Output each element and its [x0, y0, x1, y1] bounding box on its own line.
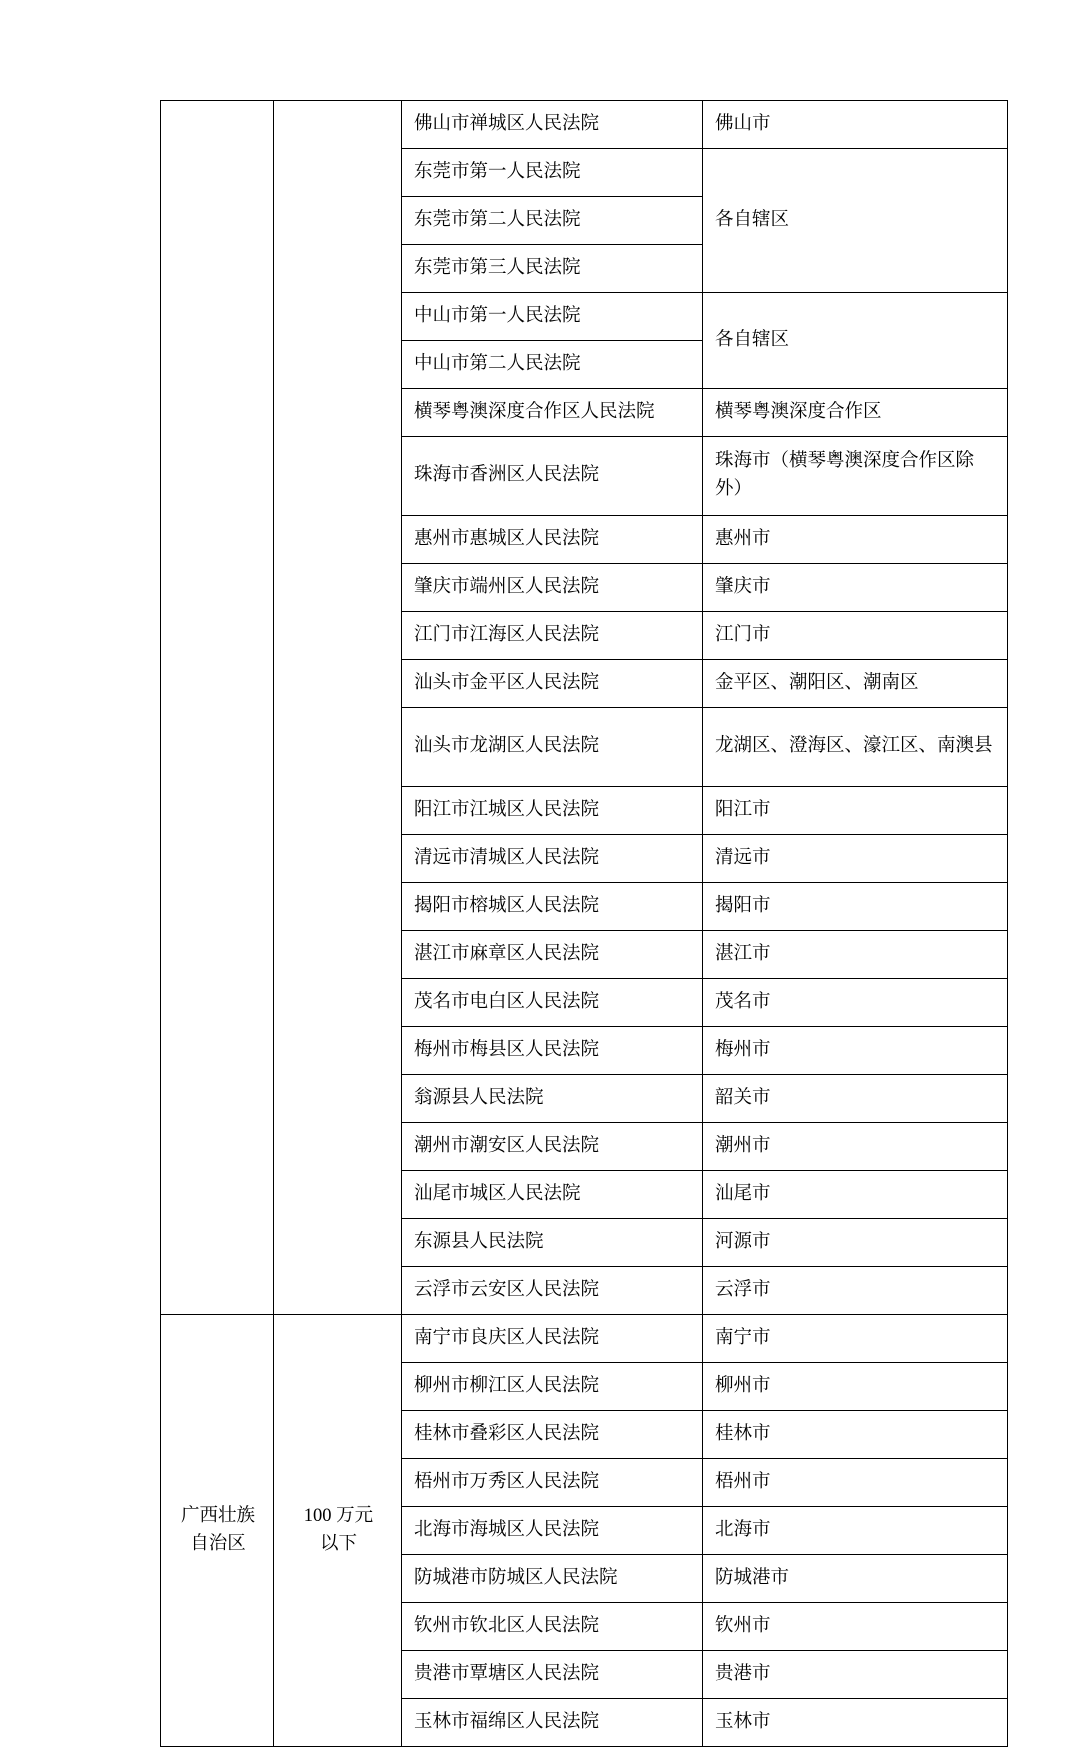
- court-cell: 桂林市叠彩区人民法院: [402, 1411, 703, 1459]
- jurisdiction-cell: 湛江市: [703, 931, 1008, 979]
- court-cell: 梧州市万秀区人民法院: [402, 1459, 703, 1507]
- table-row: [161, 101, 1008, 149]
- amount-label-line2: 以下: [319, 1533, 357, 1554]
- court-cell: 钦州市钦北区人民法院: [402, 1603, 703, 1651]
- jurisdiction-cell: 龙湖区、澄海区、濠江区、南澳县: [703, 708, 1008, 787]
- court-cell: 佛山市禅城区人民法院: [402, 101, 703, 149]
- region-label-line1: 广西壮族: [180, 1505, 255, 1526]
- amount-cell-continued: [274, 101, 402, 1315]
- amount-cell: [274, 1315, 402, 1747]
- court-cell: 中山市第二人民法院: [402, 341, 703, 389]
- amount-label-line1: 100 万元: [303, 1505, 374, 1526]
- table-row: [161, 1315, 1008, 1363]
- court-cell: 横琴粤澳深度合作区人民法院: [402, 389, 703, 437]
- jurisdiction-cell: 阳江市: [703, 787, 1008, 835]
- jurisdiction-cell: 梅州市: [703, 1027, 1008, 1075]
- court-cell: 东源县人民法院: [402, 1219, 703, 1267]
- court-cell: 贵港市覃塘区人民法院: [402, 1651, 703, 1699]
- region-label-line2: 自治区: [190, 1533, 246, 1554]
- court-cell: 惠州市惠城区人民法院: [402, 516, 703, 564]
- court-jurisdiction-table: [160, 100, 1008, 1747]
- jurisdiction-cell: 各自辖区: [703, 149, 1008, 293]
- jurisdiction-cell: 河源市: [703, 1219, 1008, 1267]
- court-cell: 阳江市江城区人民法院: [402, 787, 703, 835]
- jurisdiction-cell: 揭阳市: [703, 883, 1008, 931]
- jurisdiction-cell: 柳州市: [703, 1363, 1008, 1411]
- jurisdiction-cell: 江门市: [703, 612, 1008, 660]
- court-cell: 潮州市潮安区人民法院: [402, 1123, 703, 1171]
- jurisdiction-cell: 梧州市: [703, 1459, 1008, 1507]
- jurisdiction-cell: 玉林市: [703, 1699, 1008, 1747]
- court-cell: 汕头市金平区人民法院: [402, 660, 703, 708]
- court-cell: 汕头市龙湖区人民法院: [402, 708, 703, 787]
- jurisdiction-cell: 横琴粤澳深度合作区: [703, 389, 1008, 437]
- jurisdiction-cell: 潮州市: [703, 1123, 1008, 1171]
- jurisdiction-cell: 南宁市: [703, 1315, 1008, 1363]
- jurisdiction-cell: 清远市: [703, 835, 1008, 883]
- jurisdiction-cell: 防城港市: [703, 1555, 1008, 1603]
- court-cell: 东莞市第三人民法院: [402, 245, 703, 293]
- jurisdiction-cell: 佛山市: [703, 101, 1008, 149]
- court-cell: 江门市江海区人民法院: [402, 612, 703, 660]
- court-cell: 揭阳市榕城区人民法院: [402, 883, 703, 931]
- court-cell: 中山市第一人民法院: [402, 293, 703, 341]
- court-cell: 汕尾市城区人民法院: [402, 1171, 703, 1219]
- jurisdiction-cell: 云浮市: [703, 1267, 1008, 1315]
- jurisdiction-cell: 金平区、潮阳区、潮南区: [703, 660, 1008, 708]
- court-cell: 东莞市第二人民法院: [402, 197, 703, 245]
- court-cell: 北海市海城区人民法院: [402, 1507, 703, 1555]
- court-cell: 清远市清城区人民法院: [402, 835, 703, 883]
- region-cell-continued: [161, 101, 274, 1315]
- court-cell: 翁源县人民法院: [402, 1075, 703, 1123]
- jurisdiction-cell: 钦州市: [703, 1603, 1008, 1651]
- region-cell: [161, 1315, 274, 1747]
- court-cell: 肇庆市端州区人民法院: [402, 564, 703, 612]
- court-cell: 湛江市麻章区人民法院: [402, 931, 703, 979]
- jurisdiction-cell: 桂林市: [703, 1411, 1008, 1459]
- jurisdiction-cell: 韶关市: [703, 1075, 1008, 1123]
- jurisdiction-cell: 汕尾市: [703, 1171, 1008, 1219]
- court-cell: 梅州市梅县区人民法院: [402, 1027, 703, 1075]
- court-cell: 云浮市云安区人民法院: [402, 1267, 703, 1315]
- court-cell: 茂名市电白区人民法院: [402, 979, 703, 1027]
- court-cell: 东莞市第一人民法院: [402, 149, 703, 197]
- court-cell: 玉林市福绵区人民法院: [402, 1699, 703, 1747]
- table-body: [161, 101, 1008, 1747]
- jurisdiction-cell: 贵港市: [703, 1651, 1008, 1699]
- jurisdiction-cell: 各自辖区: [703, 293, 1008, 389]
- court-cell: 防城港市防城区人民法院: [402, 1555, 703, 1603]
- jurisdiction-cell: 北海市: [703, 1507, 1008, 1555]
- jurisdiction-cell: 惠州市: [703, 516, 1008, 564]
- jurisdiction-cell: 珠海市（横琴粤澳深度合作区除外）: [703, 437, 1008, 516]
- jurisdiction-cell: 肇庆市: [703, 564, 1008, 612]
- jurisdiction-cell: 茂名市: [703, 979, 1008, 1027]
- court-cell: 珠海市香洲区人民法院: [402, 437, 703, 516]
- court-cell: 南宁市良庆区人民法院: [402, 1315, 703, 1363]
- court-cell: 柳州市柳江区人民法院: [402, 1363, 703, 1411]
